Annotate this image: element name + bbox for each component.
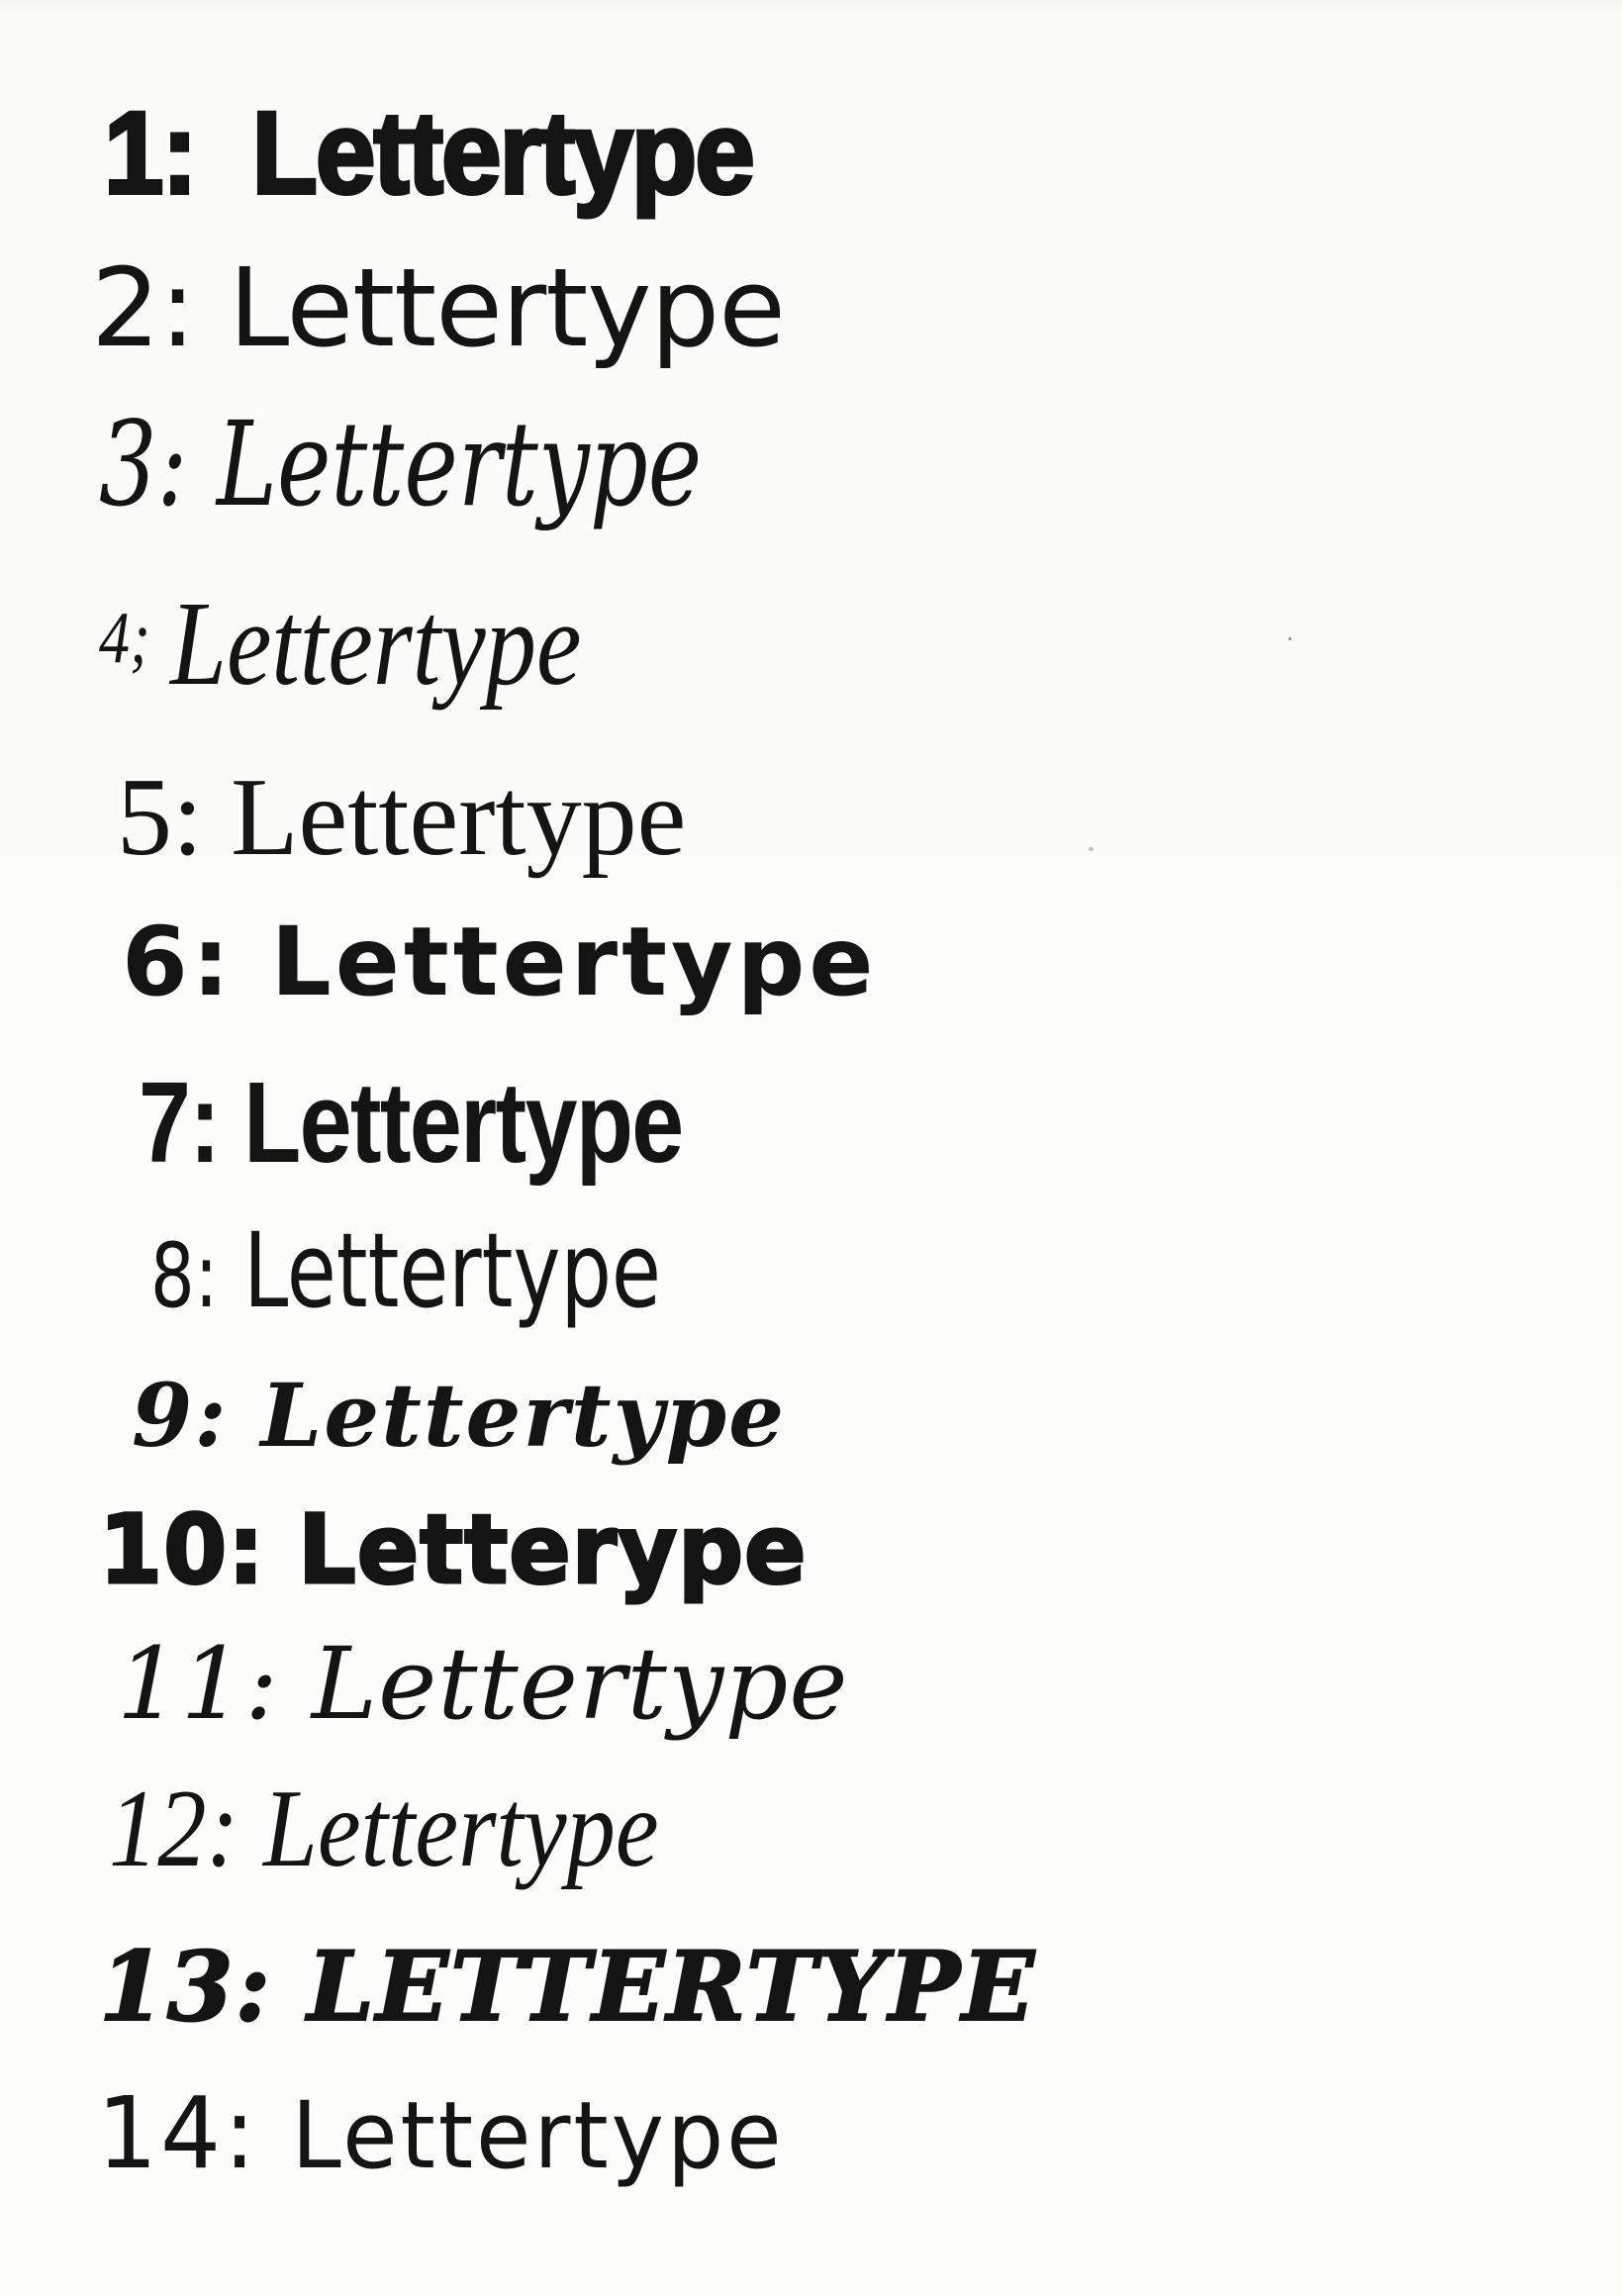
font-sample-1 [104,88,753,219]
sample-text: Lettertype [216,396,703,532]
sample-text: Letterype [298,1494,808,1605]
sample-text: Lettertype [251,88,753,219]
font-sample-12 [109,1768,659,1890]
sample-text: Lettertype [260,1364,787,1467]
sample-number: 14: [97,2075,259,2191]
sample-text: Lettertype [231,756,687,879]
sample-text: LETTERTYPE [307,1931,1037,2043]
sample-number: 2: [91,244,196,371]
sample-number: 12: [109,1768,239,1890]
sample-text: Lettertype [229,244,785,371]
sample-number: 10: [99,1494,265,1605]
sample-number: 8: [150,1224,219,1328]
sample-number: 4; [99,598,150,679]
font-sample-13 [99,1931,1037,2043]
sample-number: 11: [117,1626,279,1742]
font-sample-2 [91,244,785,371]
font-sample-7 [139,1058,683,1187]
font-sample-10 [99,1494,808,1605]
font-sample-4 [99,577,582,711]
font-sample-8 [150,1210,661,1331]
font-sample-9 [132,1364,787,1467]
sample-text: Lettertype [243,1210,661,1331]
font-sample-14 [97,2075,785,2191]
sample-text: Lettertype [311,1626,849,1742]
font-sample-6 [122,907,878,1017]
sample-number: 13: [99,1931,273,2043]
sample-number: 5: [117,756,204,879]
paper-speck [1288,637,1291,640]
sample-number: 7: [139,1058,220,1187]
sample-number: 1: [104,88,196,219]
font-sample-3 [99,396,703,532]
sample-number: 6: [122,907,235,1017]
sample-number: 9: [132,1364,229,1467]
sample-text: Lettertype [243,1058,683,1187]
paper-speck [1089,847,1094,851]
sample-text: Lettertype [169,577,582,711]
sample-text: Lettertype [270,907,878,1017]
font-sample-11 [117,1626,849,1742]
sample-text: Lettertype [263,1768,659,1890]
font-sample-5 [117,756,687,879]
sample-number: 3: [99,396,188,532]
sample-text: Lettertype [291,2082,785,2190]
